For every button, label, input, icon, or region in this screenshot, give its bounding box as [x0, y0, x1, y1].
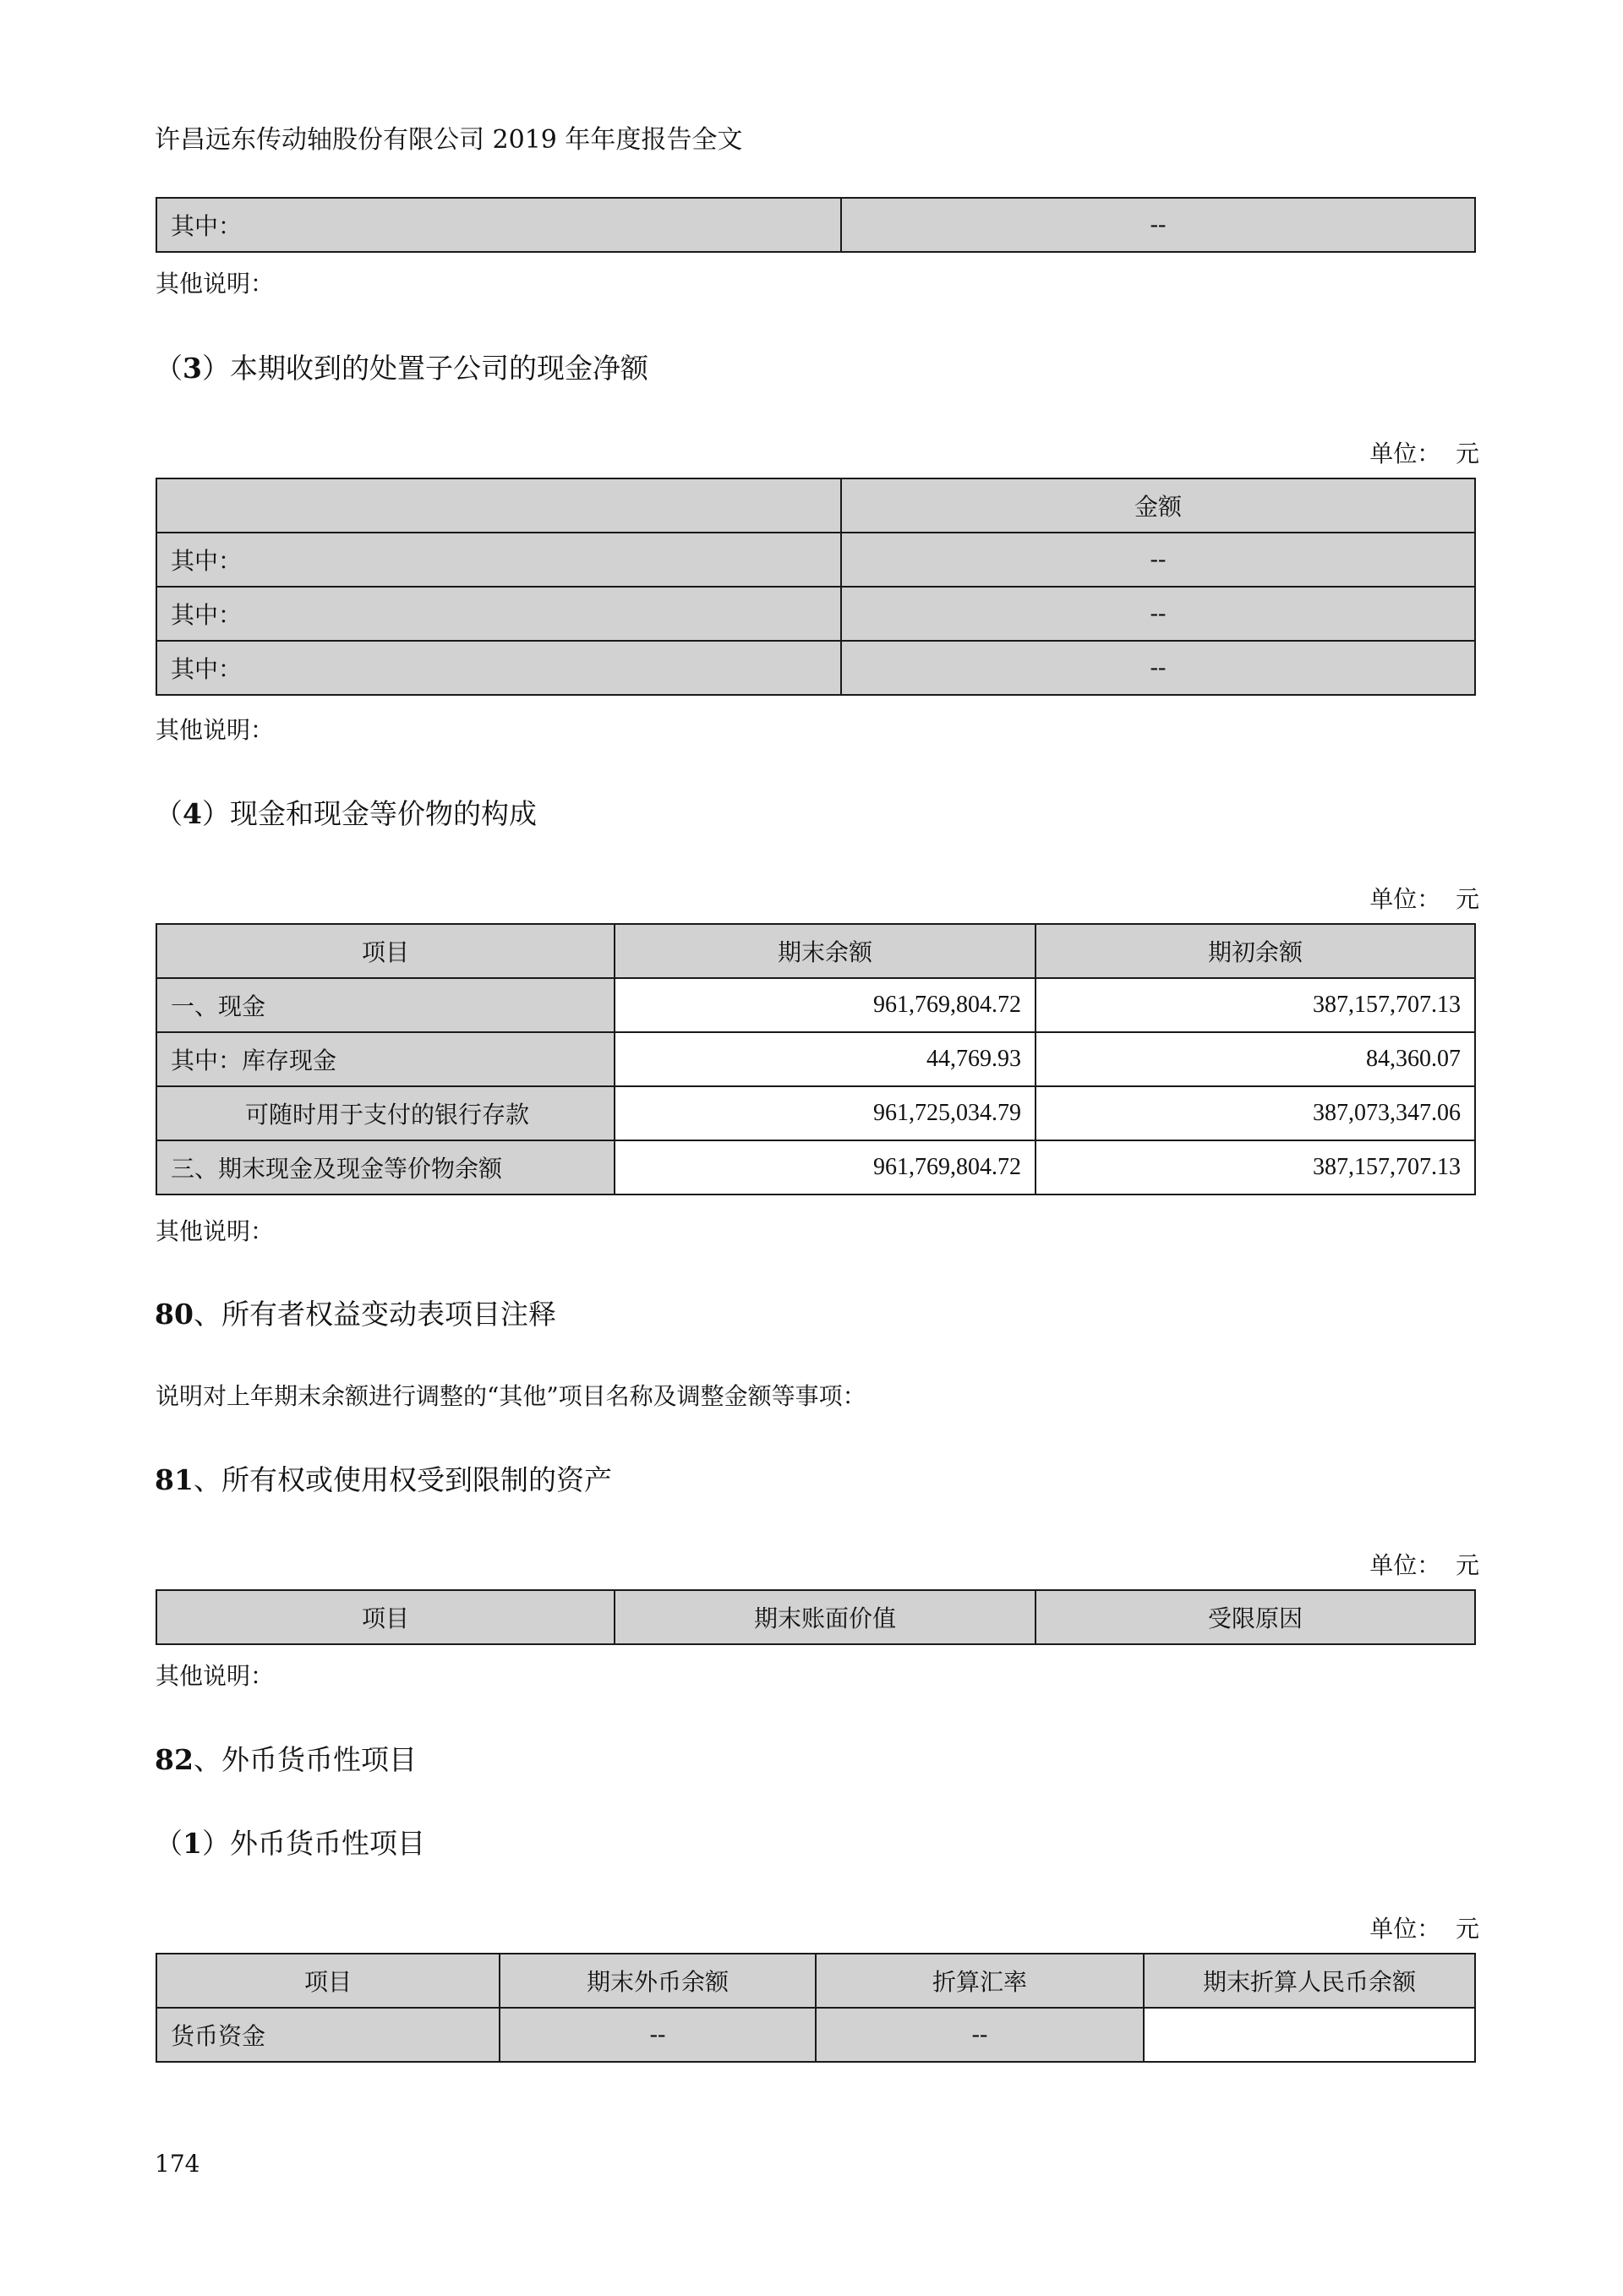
section-title: 本期收到的处置子公司的现金净额 — [229, 352, 648, 385]
fx-balance-cell: -- — [500, 2008, 816, 2062]
table-header-row — [156, 478, 1475, 533]
column-header-item: 项目 — [156, 1954, 500, 2008]
section-82-1-heading — [155, 1822, 425, 1861]
section-82-heading — [155, 1738, 417, 1778]
table-row — [156, 1032, 1475, 1086]
table-row — [156, 1086, 1475, 1140]
section-number: 81 — [155, 1463, 194, 1496]
other-notes-label: 其他说明： — [156, 270, 275, 298]
column-header-item — [156, 478, 841, 533]
unit-label: 单位： 元 — [1369, 1551, 1479, 1579]
column-header-begin-balance: 期初余额 — [1036, 924, 1475, 978]
item-cell: 其中：库存现金 — [156, 1032, 615, 1086]
begin-balance-cell: 387,073,347.06 — [1036, 1086, 1475, 1140]
table-row — [156, 1140, 1475, 1194]
section-number: 3 — [183, 352, 202, 385]
other-notes-label: 其他说明： — [156, 716, 275, 744]
table-header-row — [156, 924, 1475, 978]
section-title: 现金和现金等价物的构成 — [229, 797, 537, 830]
item-cell: 一、现金 — [156, 978, 615, 1032]
other-notes-label: 其他说明： — [156, 1662, 275, 1690]
table-top-continuation — [156, 197, 1476, 253]
table-row — [156, 533, 1475, 587]
amount-cell: -- — [841, 198, 1475, 252]
section-3-heading — [155, 347, 648, 386]
section-80-heading — [155, 1293, 556, 1332]
item-cell: 其中： — [156, 198, 841, 252]
end-balance-cell: 961,769,804.72 — [615, 978, 1036, 1032]
column-header-amount: 金额 — [841, 478, 1475, 533]
section-number: 4 — [183, 797, 202, 830]
other-notes-label: 其他说明： — [156, 1217, 275, 1245]
amount-cell: -- — [841, 587, 1475, 641]
paren-close: ） — [201, 1827, 230, 1860]
table-header-row — [156, 1590, 1475, 1644]
unit-label: 单位： 元 — [1369, 440, 1479, 467]
paren-open: （ — [155, 797, 183, 830]
amount-cell: -- — [841, 533, 1475, 587]
table-foreign-currency — [156, 1953, 1476, 2063]
column-header-end-balance: 期末余额 — [615, 924, 1036, 978]
table-header-row — [156, 1954, 1475, 2008]
paren-close: ） — [201, 797, 230, 830]
end-balance-cell: 961,725,034.79 — [615, 1086, 1036, 1140]
begin-balance-cell: 387,157,707.13 — [1036, 1140, 1475, 1194]
section-81-heading — [155, 1458, 612, 1498]
item-cell: 其中： — [156, 533, 841, 587]
begin-balance-cell: 84,360.07 — [1036, 1032, 1475, 1086]
end-balance-cell: 44,769.93 — [615, 1032, 1036, 1086]
section-number: 80 — [155, 1298, 194, 1331]
table-row — [156, 641, 1475, 695]
section-title: 、所有者权益变动表项目注释 — [193, 1298, 556, 1331]
paren-close: ） — [201, 352, 230, 385]
table-disposal-cash — [156, 478, 1476, 696]
table-row — [156, 2008, 1475, 2062]
section-title: 、所有权或使用权受到限制的资产 — [193, 1463, 612, 1496]
section-80-description: 说明对上年期末余额进行调整的“其他”项目名称及调整金额等事项： — [156, 1382, 866, 1410]
section-title: 、外币货币性项目 — [193, 1743, 417, 1776]
item-cell: 其中： — [156, 587, 841, 641]
column-header-reason: 受限原因 — [1036, 1590, 1475, 1644]
section-number: 82 — [155, 1743, 194, 1776]
table-row — [156, 978, 1475, 1032]
item-cell: 其中： — [156, 641, 841, 695]
rmb-balance-cell — [1144, 2008, 1475, 2062]
paren-open: （ — [155, 352, 183, 385]
column-header-item: 项目 — [156, 924, 615, 978]
page-number: 174 — [155, 2150, 200, 2178]
column-header-rmb-balance: 期末折算人民币余额 — [1144, 1954, 1475, 2008]
page-header: 许昌远东传动轴股份有限公司 2019 年年度报告全文 — [155, 125, 743, 155]
item-cell: 可随时用于支付的银行存款 — [156, 1086, 615, 1140]
column-header-book-value: 期末账面价值 — [615, 1590, 1036, 1644]
item-cell: 三、期末现金及现金等价物余额 — [156, 1140, 615, 1194]
column-header-fx-balance: 期末外币余额 — [500, 1954, 816, 2008]
section-4-heading — [155, 792, 537, 832]
section-number: 1 — [183, 1827, 202, 1860]
unit-label: 单位： 元 — [1369, 1915, 1479, 1943]
item-cell: 货币资金 — [156, 2008, 500, 2062]
column-header-rate: 折算汇率 — [816, 1954, 1144, 2008]
rate-cell: -- — [816, 2008, 1144, 2062]
end-balance-cell: 961,769,804.72 — [615, 1140, 1036, 1194]
column-header-item: 项目 — [156, 1590, 615, 1644]
table-restricted-assets — [156, 1589, 1476, 1645]
amount-cell: -- — [841, 641, 1475, 695]
table-row — [156, 587, 1475, 641]
table-row — [156, 198, 1475, 252]
unit-label: 单位： 元 — [1369, 885, 1479, 913]
section-title: 外币货币性项目 — [229, 1827, 425, 1860]
table-cash-equivalents — [156, 923, 1476, 1195]
begin-balance-cell: 387,157,707.13 — [1036, 978, 1475, 1032]
paren-open: （ — [155, 1827, 183, 1860]
